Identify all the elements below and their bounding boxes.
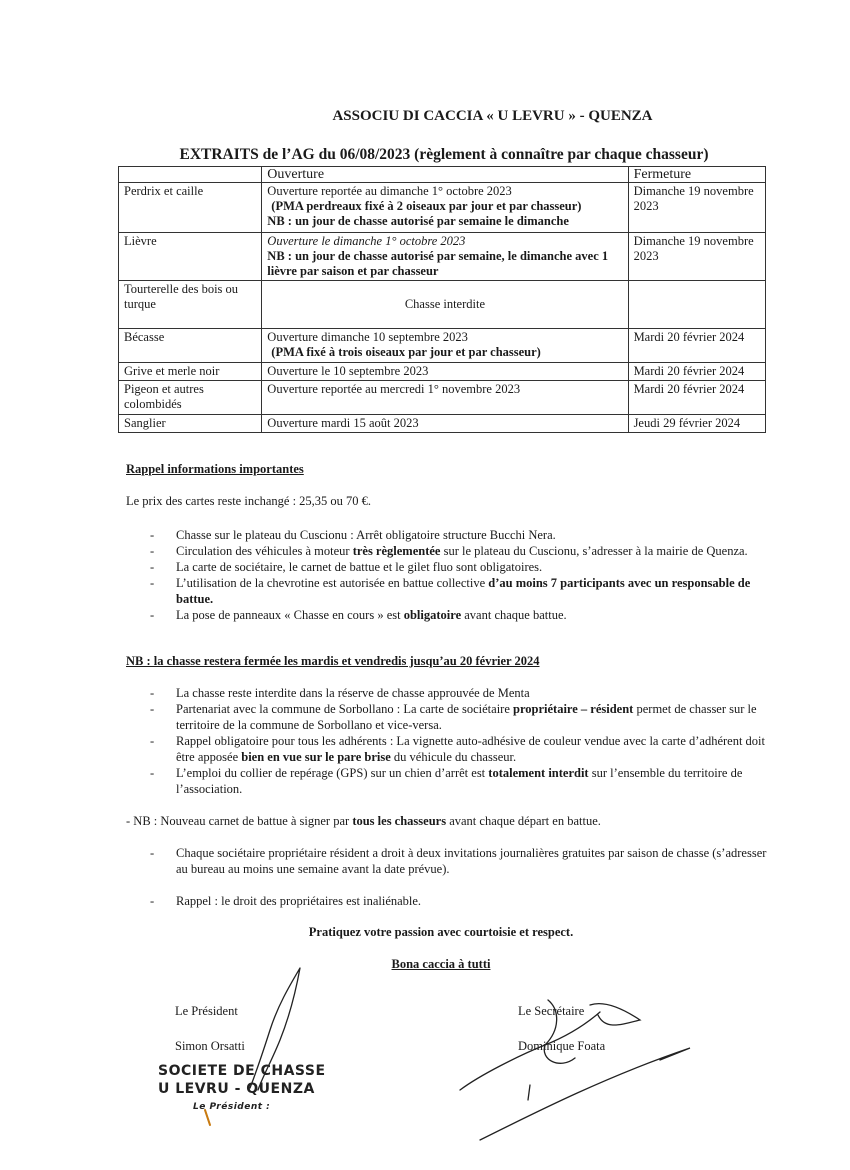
president-signature [250,968,300,1090]
card-price-text: Le prix des cartes reste inchangé : 25,35 ou 70 €. [126,494,372,508]
table-header-opening: Ouverture [262,167,628,183]
list-item: - Circulation des véhicules à moteur très règlementée sur le plateau du Cuscionu, s’adresser à la mairie de Quenza. [150,543,770,559]
stamp-line: SOCIETE DE CHASSE [158,1063,326,1079]
nb-heading: NB : la chasse restera fermée les mardis et vendredis jusqu’au 20 février 2024 [126,654,540,668]
closing-greeting: Bona caccia à tutti [391,957,491,971]
closing-cell: Dimanche 19 novembre 2023 [628,183,765,233]
closing-cell: Mardi 20 février 2024 [628,363,765,381]
species-cell: Lièvre [119,233,262,281]
list-item: - L’emploi du collier de repérage (GPS) sur un chien d’arrêt est totalement interdit sur l’ensemble du territoire de l’association. [150,765,770,797]
closing-cell: Mardi 20 février 2024 [628,329,765,363]
list-item: - La pose de panneaux « Chasse en cours » est obligatoire avant chaque battue. [150,607,770,623]
secretary-signature-mark [528,1085,530,1100]
opening-cell: Ouverture mardi 15 août 2023 [262,415,628,433]
species-cell: Pigeon et autres colombidés [119,381,262,415]
rappel-heading: Rappel informations importantes [126,462,304,476]
list-item: - L’utilisation de la chevrotine est autorisée en battue collective d’au moins 7 participants avec un responsable de battue. [150,575,770,607]
document-title: ASSOCIU DI CACCIA « U LEVRU » - QUENZA [332,108,653,124]
list-item: - Rappel : le droit des propriétaires est inaliénable. [150,893,770,909]
nb-note: - NB : Nouveau carnet de battue à signer par tous les chasseurs avant chaque départ en battue. [126,814,601,828]
list-item: - Chaque sociétaire propriétaire résident a droit à deux invitations journalières gratuites par saison de chasse (s’adresser au bureau au moins une semaine avant la date prévue). [150,845,770,877]
stamp-line: Le Président : [193,1102,271,1112]
species-cell: Bécasse [119,329,262,363]
secretary-name: Dominique Foata [518,1039,606,1053]
opening-note: NB : un jour de chasse autorisé par semaine, le dimanche avec 1 lièvre par saison et par chasseur [267,249,609,278]
opening-cell: Ouverture reportée au mercredi 1° novembre 2023 [262,381,628,415]
president-signature-tick [205,1110,210,1125]
table-header-closing: Fermeture [628,167,765,183]
opening-text: Ouverture reportée au dimanche 1° octobre 2023 [267,184,512,198]
opening-cell: Chasse interdite [262,281,628,329]
species-cell: Grive et merle noir [119,363,262,381]
stamp-line: U LEVRU - QUENZA [158,1081,315,1097]
opening-note: NB : un jour de chasse autorisé par semaine le dimanche [267,214,569,228]
president-name: Simon Orsatti [175,1039,245,1053]
document-subtitle: EXTRAITS de l’AG du 06/08/2023 (règlement à connaître par chaque chasseur) [179,146,709,163]
opening-text: Ouverture dimanche 10 septembre 2023 [267,330,468,344]
list-item: - La chasse reste interdite dans la réserve de chasse approuvée de Menta [150,685,770,701]
species-cell: Perdrix et caille [119,183,262,233]
closing-cell: Mardi 20 février 2024 [628,381,765,415]
species-cell: Tourterelle des bois ou turque [119,281,262,329]
opening-note: (PMA fixé à trois oiseaux par jour et par chasseur) [271,345,541,359]
species-cell: Sanglier [119,415,262,433]
secretary-role: Le Secrétaire [518,1004,585,1018]
list-item: - Rappel obligatoire pour tous les adhérents : La vignette auto-adhésive de couleur vendue avec la carte d’adhérent doit être apposée bien en vue sur le pare brise du véhicule du chasseur. [150,733,770,765]
closing-motto: Pratiquez votre passion avec courtoisie et respect. [308,925,574,939]
opening-note: (PMA perdreaux fixé à 2 oiseaux par jour et par chasseur) [271,199,582,213]
list-item: - Partenariat avec la commune de Sorbollano : La carte de sociétaire propriétaire – résident permet de chasser sur le territoire de la commune de Sorbollano et vice-versa. [150,701,770,733]
list-item: - La carte de sociétaire, le carnet de battue et le gilet fluo sont obligatoires. [150,559,770,575]
closing-cell: Jeudi 29 février 2024 [628,415,765,433]
opening-text: Ouverture le dimanche 1° octobre 2023 [267,234,466,248]
president-role: Le Président [175,1004,238,1018]
closing-cell: Dimanche 19 novembre 2023 [628,233,765,281]
secretary-signature [460,1000,690,1140]
list-item: - Chasse sur le plateau du Cuscionu : Arrêt obligatoire structure Bucchi Nera. [150,527,770,543]
opening-cell: Ouverture le 10 septembre 2023 [262,363,628,381]
